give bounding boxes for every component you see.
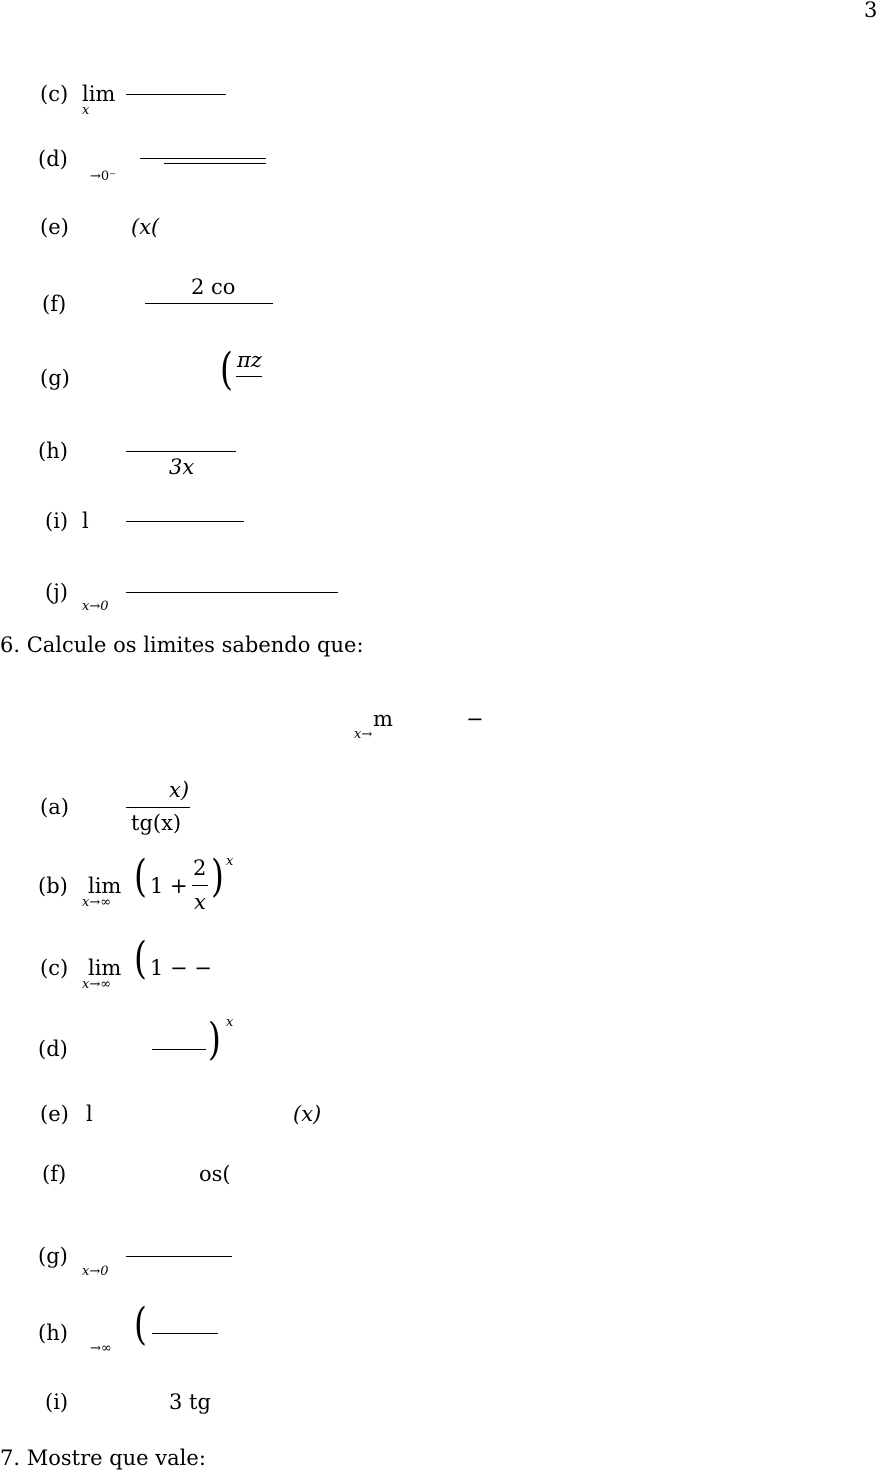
- fraction-bar: [126, 592, 338, 593]
- item-label: (i): [45, 509, 69, 533]
- fraction-bar: [145, 303, 273, 304]
- fraction-bar: [126, 94, 226, 95]
- item-label: (e): [40, 215, 69, 239]
- minus-sign: −: [466, 707, 484, 731]
- item-label: (h): [38, 439, 68, 463]
- numerator-fragment: 2 co: [191, 275, 236, 299]
- lim-subscript: x→0: [82, 1264, 109, 1279]
- expression-fragment: (x(: [131, 215, 160, 239]
- expression-fragment: (x): [293, 1102, 322, 1126]
- expression-fragment: 1 +: [150, 874, 188, 898]
- fraction-bar: [192, 885, 208, 886]
- item-label: (f): [42, 292, 67, 316]
- item-label: (h): [38, 1321, 68, 1345]
- left-paren: (: [134, 851, 147, 902]
- page-number: 3: [864, 0, 877, 22]
- fraction-bar: [126, 521, 244, 522]
- expression-fragment: os(: [199, 1162, 231, 1186]
- numerator: 2: [193, 856, 207, 880]
- expression-fragment: 3 tg: [169, 1390, 211, 1414]
- denominator: tg(x): [131, 811, 182, 835]
- exponent: x: [226, 1015, 234, 1030]
- item-label: (f): [42, 1162, 67, 1186]
- right-paren: ): [211, 851, 224, 902]
- item-label: (a): [40, 795, 69, 819]
- fraction-bar: [126, 807, 190, 808]
- lim-subscript: x→: [354, 727, 373, 742]
- item-label: (b): [38, 874, 68, 898]
- item-label: (i): [45, 1390, 69, 1414]
- section-6-heading: 6. Calcule os limites sabendo que:: [0, 633, 364, 657]
- left-paren: (: [134, 1299, 147, 1350]
- item-label: (j): [45, 580, 68, 604]
- item-label: (g): [40, 366, 70, 390]
- fraction-bar: [152, 1049, 206, 1050]
- lim-text: lim: [82, 82, 116, 106]
- item-label: (g): [38, 1244, 68, 1268]
- item-label: (d): [38, 1037, 68, 1061]
- fraction-bar: [236, 376, 262, 377]
- item-label: (c): [40, 82, 69, 106]
- exponent: x: [226, 854, 234, 869]
- fraction-bar: [164, 163, 266, 164]
- lim-fragment: m: [373, 707, 393, 731]
- denominator-fragment: 3x: [169, 455, 195, 479]
- numerator-fragment: x): [169, 778, 190, 802]
- lim-fragment: l: [86, 1102, 93, 1126]
- lim-text: lim: [88, 956, 122, 980]
- lim-subscript: →0⁻: [90, 169, 117, 184]
- denominator: x: [194, 890, 206, 914]
- lim-subscript: x→0: [82, 599, 109, 614]
- lim-fragment: l: [82, 509, 89, 533]
- fraction-bar: [152, 1333, 218, 1334]
- section-7-heading: 7. Mostre que vale:: [0, 1446, 206, 1470]
- fraction-bar: [126, 1256, 232, 1257]
- left-paren: (: [134, 933, 147, 984]
- lim-text: lim: [88, 874, 122, 898]
- lim-subscript: x→∞: [82, 977, 112, 992]
- lim-subscript: x: [82, 103, 90, 118]
- lim-subscript: x→∞: [82, 895, 112, 910]
- fraction-bar: [140, 158, 266, 159]
- right-paren: ): [208, 1014, 221, 1065]
- item-label: (d): [38, 147, 68, 171]
- expression-fragment: 1 − −: [150, 956, 212, 980]
- item-label: (c): [40, 956, 69, 980]
- numerator-fragment: πz: [237, 348, 262, 372]
- lim-subscript: →∞: [90, 1341, 112, 1356]
- left-paren: (: [220, 344, 233, 395]
- item-label: (e): [40, 1102, 69, 1126]
- fraction-bar: [126, 451, 236, 452]
